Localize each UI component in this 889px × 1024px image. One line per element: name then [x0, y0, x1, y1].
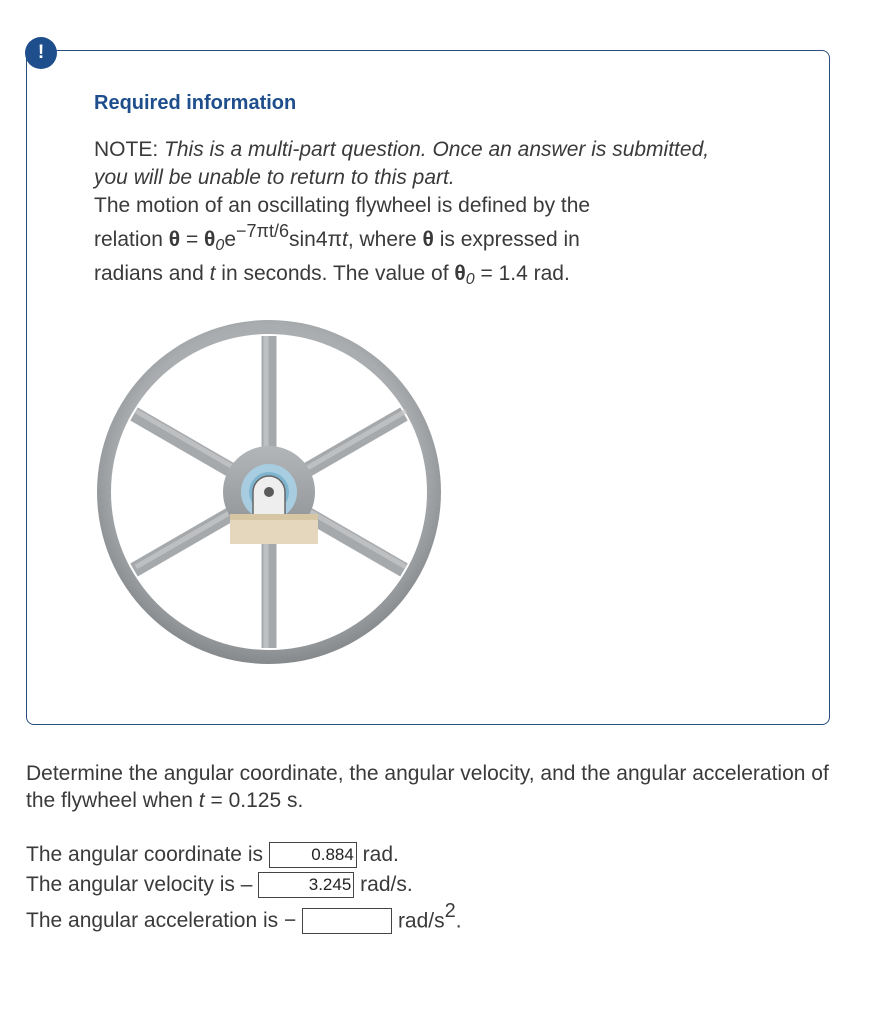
flywheel-figure — [95, 318, 445, 668]
question-text: Determine the angular coordinate, the angular velocity, and the angular acceleration of the flywheel when t = 0.125 s. — [26, 762, 829, 812]
acceleration-input[interactable] — [302, 908, 392, 934]
answer-row-velocity — [26, 872, 462, 902]
note-text: This is a multi-part question. Once an answer is submitted, you will be unable to return to this part. — [94, 138, 710, 189]
theta-symbol: θ — [168, 228, 181, 251]
velocity-unit: rad/s. — [360, 873, 413, 896]
velocity-input[interactable]: 3.245 — [258, 872, 354, 898]
note-paragraph — [94, 136, 734, 192]
relation-line: relation $\theta = \theta_0e^{-7\pi t/6}\sin 4\pi t$, where θ is expressed in — [94, 221, 580, 254]
note-label: NOTE: — [94, 138, 159, 161]
problem-statement — [94, 136, 734, 288]
description-line-1: The motion of an oscillating flywheel is defined by the — [94, 194, 591, 217]
alert-icon: ! — [25, 37, 57, 69]
exponent: −7πt/6 — [236, 221, 289, 241]
answers-section — [26, 842, 462, 938]
velocity-label: The angular velocity is – — [26, 873, 253, 896]
coordinate-unit: rad. — [362, 843, 399, 866]
answer-row-coordinate — [26, 842, 462, 872]
answer-row-acceleration — [26, 899, 462, 938]
coordinate-label: The angular coordinate is — [26, 843, 263, 866]
acceleration-label: The angular acceleration is − — [26, 909, 297, 932]
panel-title: Required information — [94, 92, 297, 114]
coordinate-input[interactable]: 0.884 — [269, 842, 357, 868]
description-line-3: radians and t in seconds. The value of $\theta_0 = 1.4$ rad. — [94, 262, 570, 288]
acceleration-unit: rad/$s^2$. — [397, 899, 462, 933]
